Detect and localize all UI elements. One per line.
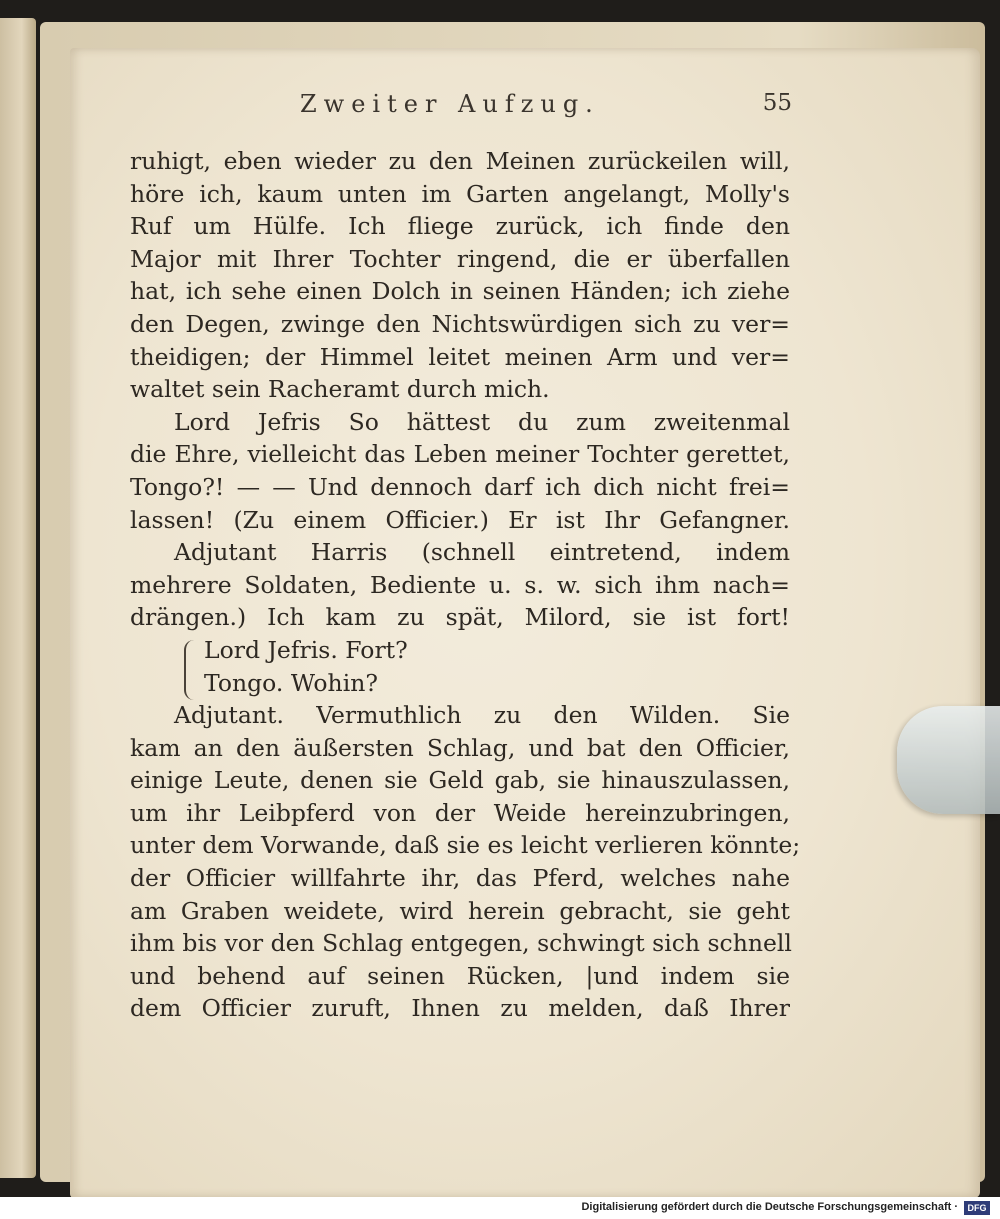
- dfg-logo-icon: DFG: [964, 1201, 990, 1215]
- text-line: Major mit Ihrer Tochter ringend, die er überfallen: [130, 244, 790, 273]
- text-line: drängen.) Ich kam zu spät, Milord, sie ist fort!: [130, 603, 790, 632]
- page-header: [130, 90, 800, 124]
- text-line: der Officier willfahrte ihr, das Pferd, welches nahe: [130, 864, 790, 893]
- text-line: mehrere Soldaten, Bediente u. s. w. sich ihm nach=: [130, 570, 790, 599]
- text-line: einige Leute, denen sie Geld gab, sie hinauszulassen,: [130, 766, 790, 795]
- text-line: und behend auf seinen Rücken, |und indem sie: [130, 961, 790, 990]
- text-line: am Graben weidete, wird herein gebracht, sie geht: [130, 896, 790, 925]
- speaker-line: Lord Jefris. Fort?: [204, 635, 408, 664]
- left-curly-brace-icon: [184, 640, 196, 700]
- text-line: Tongo?! — — Und dennoch darf ich dich nicht frei=: [130, 472, 790, 501]
- credit-text: Digitalisierung gefördert durch die Deutsche Forschungsgemeinschaft ·: [581, 1201, 958, 1213]
- simultaneous-speech: [182, 634, 790, 699]
- page-holder-clip: [897, 706, 1000, 814]
- text-line: Ruf um Hülfe. Ich fliege zurück, ich finde den: [130, 212, 790, 241]
- text-line: ihm bis vor den Schlag entgegen, schwingt sich schnell: [130, 929, 792, 958]
- text-line: den Degen, zwinge den Nichtswürdigen sich zu ver=: [130, 309, 790, 338]
- page-text: [130, 145, 801, 1025]
- running-title: Zweiter Aufzug.: [300, 90, 600, 118]
- speaker-line: Adjutant. Vermuthlich zu den Wilden. Sie: [174, 701, 790, 730]
- speaker-line: Lord Jefris So hättest du zum zweitenmal: [174, 407, 790, 436]
- speaker-line: Tongo. Wohin?: [204, 668, 378, 697]
- page-number: 55: [762, 90, 792, 116]
- text-line: unter dem Vorwande, daß sie es leicht verlieren könnte;: [130, 831, 801, 860]
- text-line: kam an den äußersten Schlag, und bat den Officier,: [130, 733, 790, 762]
- digitization-credit: [0, 1197, 1000, 1219]
- text-line: theidigen; der Himmel leitet meinen Arm und ver=: [130, 342, 790, 371]
- left-page-edge: [0, 18, 36, 1178]
- text-line: dem Officier zuruft, Ihnen zu melden, daß Ihrer: [130, 994, 790, 1023]
- text-line: lassen! (Zu einem Officier.) Er ist Ihr Gefangner.: [130, 505, 790, 534]
- text-line: ruhigt, eben wieder zu den Meinen zurückeilen will,: [130, 147, 790, 175]
- speaker-line: Adjutant Harris (schnell eintretend, indem: [174, 538, 790, 567]
- text-line: um ihr Leibpferd von der Weide hereinzubringen,: [130, 798, 790, 827]
- text-line: höre ich, kaum unten im Garten angelangt, Molly's: [130, 179, 790, 208]
- text-line: die Ehre, vielleicht das Leben meiner Tochter gerettet,: [130, 440, 790, 469]
- text-line: waltet sein Racheramt durch mich.: [130, 375, 550, 404]
- text-line: hat, ich sehe einen Dolch in seinen Händen; ich ziehe: [130, 277, 790, 306]
